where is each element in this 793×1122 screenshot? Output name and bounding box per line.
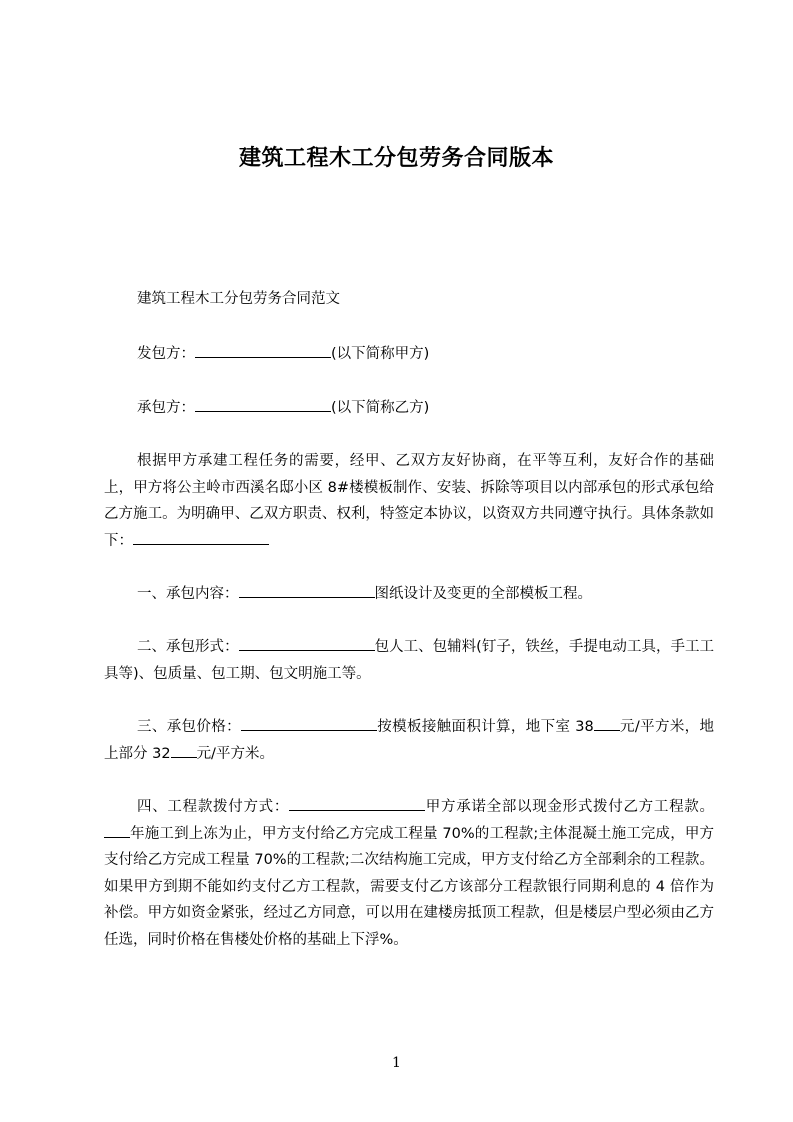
clause-2-text: 包人工、包辅料(钉子，铁丝，手提电动工具，手工工具等)、包质量、包工期、包文明施工等。 — [104, 639, 714, 682]
party-b-suffix: (以下简称乙方) — [331, 400, 430, 416]
clause-3-text-c: 元/平方米。 — [196, 745, 274, 762]
party-a-line — [104, 341, 714, 368]
clause-2-label: 二、承包形式： — [137, 639, 239, 655]
intro-paragraph — [104, 448, 714, 554]
clause-3-blank-basement — [594, 715, 620, 731]
clause-4 — [104, 794, 714, 953]
clause-3 — [104, 714, 714, 767]
party-a-suffix: (以下简称甲方) — [331, 346, 430, 362]
clause-2-blank — [239, 635, 375, 651]
document-title: 建筑工程木工分包劳务合同版本 — [238, 146, 554, 171]
clause-3-text-a: 按模板接触面积计算，地下室 38 — [376, 719, 594, 735]
clause-4-text-a: 甲方承诺全部以现金形式拨付乙方工程款。 — [425, 799, 715, 815]
clause-1 — [104, 581, 714, 608]
clause-3-label: 三、承包价格： — [137, 719, 241, 735]
clause-2 — [104, 634, 714, 687]
party-b-line — [104, 395, 714, 422]
clause-4-year-blank — [104, 822, 130, 838]
party-a-label: 发包方： — [137, 346, 195, 362]
party-b-blank — [195, 396, 331, 412]
party-b-label: 承包方： — [137, 400, 195, 416]
clause-1-label: 一、承包内容： — [137, 586, 239, 602]
clause-3-blank — [241, 715, 377, 731]
page-number: 1 — [392, 1055, 401, 1071]
clause-1-text: 图纸设计及变更的全部模板工程。 — [374, 586, 592, 602]
clause-4-label: 四、工程款拨付方式： — [137, 799, 290, 815]
intro-blank — [133, 529, 269, 545]
clause-1-blank — [239, 582, 375, 598]
clause-3-text-b: 元/平方米，地上部分 32 — [104, 719, 715, 762]
intro-text: 根据甲方承建工程任务的需要，经甲、乙双方友好协商，在平等互利，友好合作的基础上，甲方将公主岭市西溪名邸小区 8#楼模板制作、安装、拆除等项目以内部承包的形式承包给乙方施工。为明确甲、乙双方职责、权利，特签定本协议，以资双方共同遵守执行。具体条款如下： — [104, 453, 714, 549]
clause-4-blank — [289, 795, 425, 811]
party-a-blank — [195, 342, 331, 358]
clause-3-blank-above — [171, 742, 197, 758]
document-subtitle: 建筑工程木工分包劳务合同范文 — [137, 291, 340, 307]
clause-4-text-b: 年施工到上冻为止，甲方支付给乙方完成工程量 70%的工程款;主体混凝土施工完成，甲方支付给乙方完成工程量 70%的工程款;二次结构施工完成，甲方支付给乙方全部剩余的工程款。如果甲方到期不能如约支付乙方工程款，需要支付乙方该部分工程款银行同期利息的 4 倍作为补偿。甲方如资金紧张，经过乙方同意，可以用在建楼房抵顶工程款，但是楼层户型必须由乙方任选，同时价格在售楼处价格的基础上下浮%。 — [104, 825, 714, 948]
